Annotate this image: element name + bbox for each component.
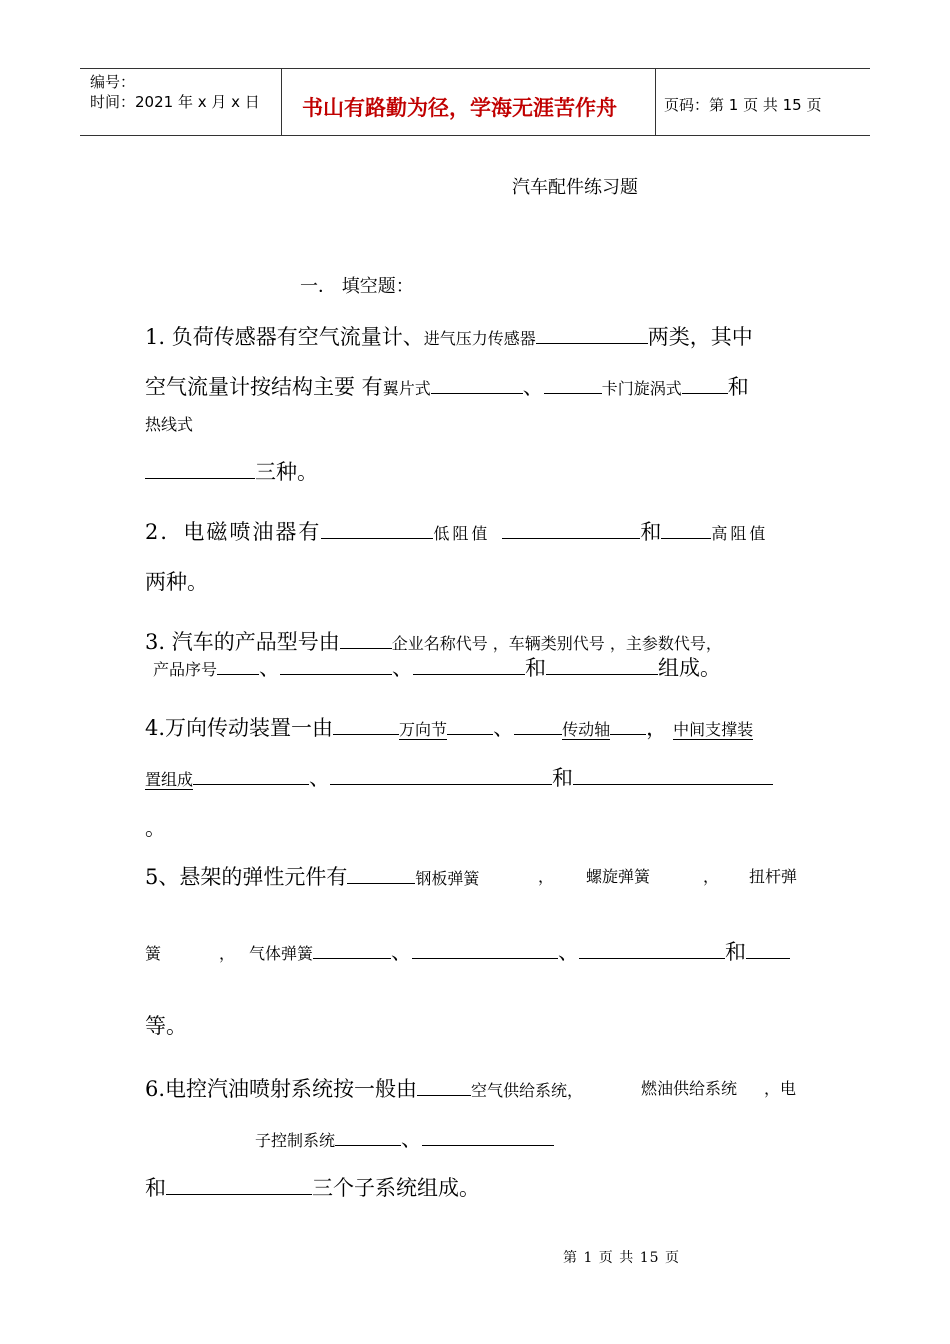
- q5-end: 等。: [145, 1014, 187, 1038]
- q2-and: 和: [640, 520, 662, 545]
- q2-answer-high: 高阻值: [711, 524, 769, 544]
- q6-and: 和: [145, 1176, 166, 1201]
- q2-blank-3: [661, 516, 711, 539]
- q1-line-4: [145, 456, 318, 486]
- q1-line-2: [145, 371, 749, 401]
- q6-line-1: [145, 1073, 583, 1103]
- q3-answer-codes: 企业名称代号 ，车辆类别代号 ，主参数代号，: [391, 634, 722, 654]
- q1-text-a: 1. 负荷传感器有空气流量计、: [145, 325, 424, 350]
- q6-text-d: ，电: [764, 1079, 797, 1098]
- q1-and: 和: [727, 375, 749, 400]
- header-motto: 书山有路勤为径，学海无涯苦作舟: [302, 96, 617, 120]
- q5-blank-2: [313, 936, 391, 959]
- q5-text-a: 5、悬架的弹性元件有: [145, 865, 348, 890]
- q4-blank-1b: [447, 712, 493, 735]
- q4-blank-3: [193, 762, 309, 785]
- q5-line-2: [145, 936, 790, 966]
- q3-end: 组成。: [658, 656, 722, 681]
- q3-text-a: 3. 汽车的产品型号由: [145, 630, 340, 655]
- q5-answer-coil: 螺旋弹簧: [586, 867, 651, 886]
- q1-answer-karman: 卡门旋涡式: [601, 379, 682, 399]
- q2-line-2: 两种。: [145, 570, 208, 594]
- q1-line-1: [145, 321, 753, 351]
- q6-line-3: [145, 1172, 480, 1202]
- section-heading: 一． 填空题：: [300, 276, 414, 297]
- q6-line-2: [255, 1123, 554, 1153]
- q5-answer-leaf: 钢板弹簧: [415, 869, 480, 889]
- q4-end: 。: [145, 816, 166, 840]
- q6-sep: 、: [401, 1127, 423, 1152]
- q4-sep-3: 、: [309, 766, 331, 791]
- q1-answer-hot-wire: 热线式: [145, 415, 194, 434]
- q3-answer-serial: 产品序号: [153, 660, 218, 680]
- q1-text-c: 两类，其中: [647, 325, 753, 350]
- q6-blank-4: [166, 1172, 312, 1195]
- q4-answer-shaft: 传动轴: [562, 720, 611, 740]
- header-divider-2: [655, 68, 656, 135]
- q6-blank-2: [335, 1123, 401, 1146]
- header-number-label: 编号：: [90, 73, 136, 91]
- q3-sep-2: 、: [392, 656, 414, 681]
- q6-answer-electronic: 子控制系统: [255, 1131, 336, 1151]
- header-page-info: 页码：第 1 页 共 15 页: [664, 96, 822, 114]
- q5-line-1: [145, 861, 479, 891]
- header-divider-1: [281, 68, 282, 135]
- q5-answer-torsion: 扭杆弹: [749, 867, 798, 886]
- q1-answer-vane: 翼片式: [382, 379, 431, 399]
- q6-blank-3: [422, 1123, 554, 1146]
- q6-answer-fuel-supply: 燃油供给系统: [641, 1079, 738, 1098]
- q6-blank-1: [417, 1073, 471, 1096]
- q2-answer-low: 低阻值: [433, 524, 491, 544]
- q5-blank-5: [746, 936, 790, 959]
- q5-answer-torsion-end: 簧: [145, 944, 162, 964]
- q3-and: 和: [525, 656, 547, 681]
- q5-blank-1: [347, 861, 415, 884]
- q5-sep-4: 、: [391, 940, 413, 965]
- q4-text-a: 4.万向传动装置一由: [145, 716, 334, 741]
- q1-end: 三种。: [255, 460, 318, 485]
- q1-answer-intake-pressure: 进气压力传感器: [423, 329, 536, 349]
- header-top-rule: [80, 68, 870, 69]
- q2-line-1: [145, 516, 768, 546]
- q6-answer-air-supply: 空气供给系统，: [471, 1081, 584, 1101]
- q1-blank-4: [682, 371, 728, 394]
- q1-sep: 、: [522, 375, 544, 400]
- q5-and: 和: [725, 940, 747, 965]
- q4-blank-4: [330, 762, 552, 785]
- q4-blank-2b: [610, 712, 646, 735]
- q4-and: 和: [552, 766, 574, 791]
- q1-blank-1: [536, 321, 648, 344]
- q4-answer-support-end: 置组成: [145, 770, 194, 790]
- q5-blank-3: [412, 936, 558, 959]
- q2-text-a: 2．电磁喷油器有: [145, 520, 322, 545]
- q4-line-2: [145, 762, 773, 792]
- q5-sep-1: ，: [538, 867, 555, 886]
- q6-end: 三个子系统组成。: [312, 1176, 480, 1201]
- header-time-label: 时间：2021 年 x 月 x 日: [90, 93, 260, 111]
- q1-blank-2: [431, 371, 523, 394]
- q3-blank-4: [413, 652, 525, 675]
- q4-sep-2: ，: [646, 716, 668, 741]
- q5-answer-air: 气体弹簧: [249, 944, 314, 964]
- q3-blank-5: [546, 652, 658, 675]
- q6-text-a: 6.电控汽油喷射系统按一般由: [145, 1077, 418, 1102]
- q5-blank-4: [579, 936, 725, 959]
- q4-blank-5: [573, 762, 773, 785]
- q3-line-2: [153, 652, 721, 682]
- q4-sep-1: 、: [493, 716, 515, 741]
- q1-blank-3: [544, 371, 602, 394]
- q5-sep-2: ，: [703, 867, 720, 886]
- q4-blank-2a: [514, 712, 562, 735]
- q1-blank-5: [145, 456, 255, 479]
- q2-blank-1: [321, 516, 433, 539]
- q4-line-1: [145, 712, 753, 742]
- page-footer: 第 1 页 共 15 页: [563, 1250, 680, 1266]
- q5-sep-5: 、: [558, 940, 580, 965]
- header-bottom-rule: [80, 135, 870, 136]
- q4-answer-joint: 万向节: [399, 720, 448, 740]
- q4-blank-1a: [333, 712, 399, 735]
- q3-blank-3: [280, 652, 392, 675]
- q4-answer-support: 中间支撑装: [673, 720, 754, 740]
- q2-blank-2: [502, 516, 640, 539]
- q3-blank-2: [217, 652, 259, 675]
- q3-sep-1: 、: [259, 656, 281, 681]
- page-title: 汽车配件练习题: [512, 177, 638, 198]
- q3-blank-1: [340, 626, 392, 649]
- q1-text-d: 空气流量计按结构主要 有: [145, 375, 383, 400]
- q5-sep-3: ，: [219, 944, 236, 964]
